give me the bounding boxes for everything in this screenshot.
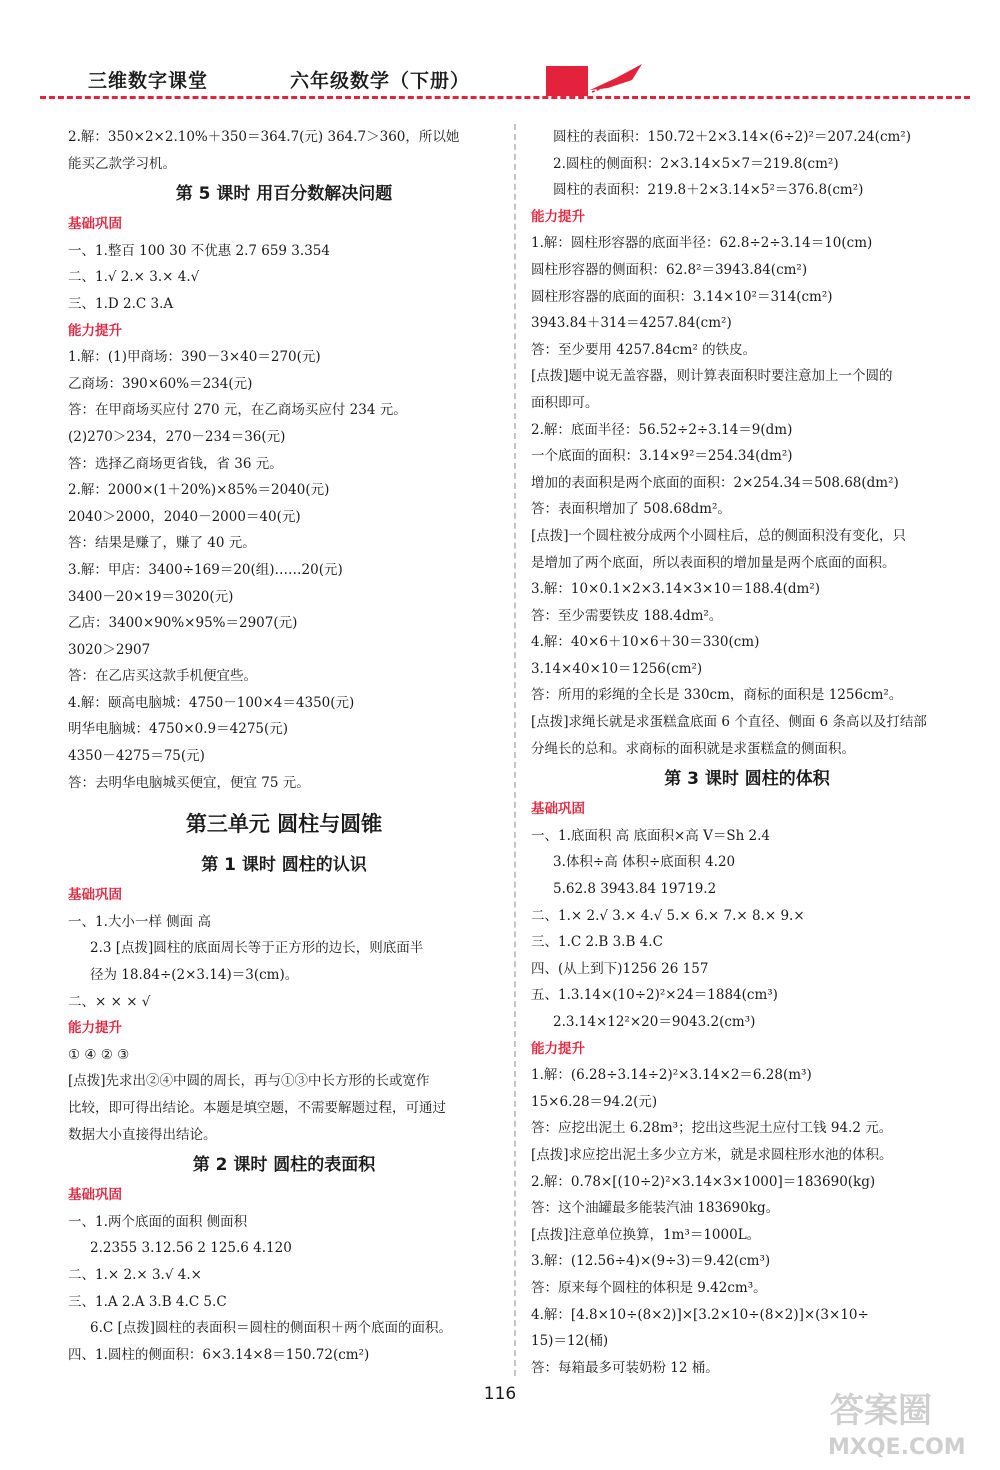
header-red-block xyxy=(546,66,588,96)
answer-line: 4350－4275＝75(元) xyxy=(68,748,205,765)
answer-line: 圆柱的表面积：150.72＋2×3.14×(6÷2)²＝207.24(cm²) xyxy=(553,129,911,145)
answer-line: [点拨]先求出②④中圆的周长，再与①③中长方形的长或宽作 xyxy=(68,1073,430,1090)
answer-line: 3.解：10×0.1×2×3.14×3×10＝188.4(dm²) xyxy=(531,581,821,598)
answer-line: 圆柱形容器的底面的面积：3.14×10²＝314(cm²) xyxy=(531,288,833,305)
watermark-logo xyxy=(820,1382,985,1462)
answer-line: 2.圆柱的侧面积：2×3.14×5×7＝219.8(cm²) xyxy=(553,155,839,172)
answer-line: [点拨]注意单位换算，1m³＝1000L。 xyxy=(531,1226,761,1243)
answer-line: 四、1.圆柱的侧面积：6×3.14×8＝150.72(cm²) xyxy=(68,1346,370,1363)
left-column xyxy=(68,124,500,1368)
section-tag: 能力提升 xyxy=(531,1040,585,1057)
answer-line: 15)＝12(桶) xyxy=(531,1333,609,1350)
answer-line: 径为 18.84÷(2×3.14)＝3(cm)。 xyxy=(90,967,299,984)
answer-line: 答：在乙店买这款手机便宜些。 xyxy=(68,668,257,685)
watermark-top-text: 答案圈 xyxy=(830,1391,932,1431)
answer-line: 一、1.整百 100 30 不优惠 2.7 659 3.354 xyxy=(68,242,330,259)
header-dashed-rule xyxy=(40,96,970,99)
answer-line: 是增加了两个底面，所以表面积的增加量是两个底面的面积。 xyxy=(531,554,896,571)
answer-line: 面积即可。 xyxy=(531,394,599,411)
answer-line: 2.解：0.78×[(10÷2)²×3.14×3×1000]＝183690(kg) xyxy=(531,1173,876,1190)
answer-line: 二、1.√ 2.× 3.× 4.√ xyxy=(68,269,200,286)
answer-line: 3.解：甲店：3400÷169＝20(组)……20(元) xyxy=(68,561,343,578)
answer-line: 答：每箱最多可装奶粉 12 桶。 xyxy=(531,1359,719,1376)
section-tag: 能力提升 xyxy=(68,322,122,339)
answer-line: 1.解：(6.28÷3.14÷2)²×3.14×2＝6.28(m³) xyxy=(531,1067,812,1084)
answer-line: [点拨]题中说无盖容器，则计算表面积时要注意加上一个圆的 xyxy=(531,368,893,385)
answer-line: 答：所用的彩绳的全长是 330cm，商标的面积是 1256cm²。 xyxy=(531,687,903,704)
section-tag: 基础巩固 xyxy=(68,887,122,904)
answer-line: 答：至少需要铁皮 188.4dm²。 xyxy=(531,607,723,624)
answer-line: 6.C [点拨]圆柱的表面积＝圆柱的侧面积＋两个底面的面积。 xyxy=(90,1320,453,1337)
answer-line: 答：去明华电脑城买便宜，便宜 75 元。 xyxy=(68,774,310,791)
rocket-icon xyxy=(588,62,648,94)
answer-line: 答：应挖出泥土 6.28m³；挖出这些泥土应付工钱 94.2 元。 xyxy=(531,1120,893,1137)
lesson-heading: 第 2 课时 圆柱的表面积 xyxy=(192,1155,376,1176)
answer-line: 圆柱形容器的侧面积：62.8²＝3943.84(cm²) xyxy=(531,261,808,278)
answer-line: 15×6.28＝94.2(元) xyxy=(531,1093,658,1110)
answer-line: 2.解：350×2×2.10%＋350＝364.7(元) 364.7＞360，所以她 xyxy=(68,129,460,145)
answer-line: 2.解：2000×(1＋20%)×85%＝2040(元) xyxy=(68,482,330,499)
answer-line: 5.62.8 3943.84 19719.2 xyxy=(553,881,717,898)
book-series-title: 三维数字课堂 xyxy=(88,70,209,92)
answer-line: 分绳长的总和。求商标的面积就是求蛋糕盒的侧面积。 xyxy=(531,740,855,757)
answer-line: 3.体积÷高 体积÷底面积 4.20 xyxy=(553,854,736,871)
answer-line: 2.解：底面半径：56.52÷2÷3.14＝9(dm) xyxy=(531,421,793,438)
page-number: 116 xyxy=(483,1384,517,1404)
answer-line: 三、1.A 2.A 3.B 4.C 5.C xyxy=(68,1293,227,1310)
answer-line: 乙店：3400×90%×95%＝2907(元) xyxy=(68,615,298,632)
answer-line: (2)270＞234，270－234＝36(元) xyxy=(68,428,286,445)
answer-line: 3.解：(12.56÷4)×(9÷3)＝9.42(cm³) xyxy=(531,1253,771,1270)
answer-line: 一、1.底面积 高 底面积×高 V＝Sh 2.4 xyxy=(531,827,771,844)
answer-line: 答：至少要用 4257.84cm² 的铁皮。 xyxy=(531,341,757,358)
unit-heading: 第三单元 圆柱与圆锥 xyxy=(185,812,383,837)
column-divider xyxy=(514,124,516,1376)
section-tag: 基础巩固 xyxy=(531,801,585,818)
answer-line: 四、(从上到下)1256 26 157 xyxy=(531,960,709,977)
answer-line: 4.解：[4.8×10÷(8×2)]×[3.2×10÷(8×2)]×(3×10÷ xyxy=(531,1306,869,1323)
answer-line: 答：选择乙商场更省钱，省 36 元。 xyxy=(68,455,283,472)
answer-line: 比较，即可得出结论。本题是填空题，不需要解题过程，可通过 xyxy=(68,1100,446,1116)
answer-line: [点拨]求应挖出泥土多少立方米，就是求圆柱形水池的体积。 xyxy=(531,1146,893,1163)
answer-line: 明华电脑城：4750×0.9＝4275(元) xyxy=(68,721,289,738)
answer-line: 1.解：(1)甲商场：390－3×40＝270(元) xyxy=(68,349,321,366)
answer-line: 答：结果是赚了，赚了 40 元。 xyxy=(68,535,256,552)
answer-line: 三、1.D 2.C 3.A xyxy=(68,295,174,312)
book-grade-title: 六年级数学（下册） xyxy=(290,70,471,92)
answer-line: 3943.84＋314＝4257.84(cm²) xyxy=(531,315,732,332)
answer-line: 答：这个油罐最多能装汽油 183690kg。 xyxy=(531,1200,780,1217)
answer-line: 1.解：圆柱形容器的底面半径：62.8÷2÷3.14＝10(cm) xyxy=(531,235,873,252)
section-tag: 能力提升 xyxy=(68,1020,122,1037)
watermark-bottom-text: MXQE.COM xyxy=(828,1435,966,1460)
answer-line: 答：表面积增加了 508.68dm²。 xyxy=(531,501,731,518)
answer-line: 答：原来每个圆柱的体积是 9.42cm³。 xyxy=(531,1279,767,1296)
answer-line: [点拨]一个圆柱被分成两个小圆柱后，总的侧面积没有变化，只 xyxy=(531,527,907,544)
answer-line: ① ④ ② ③ xyxy=(68,1046,130,1063)
answer-line: 二、1.× 2.√ 3.× 4.√ 5.× 6.× 7.× 8.× 9.× xyxy=(531,907,805,924)
answer-line: 三、1.C 2.B 3.B 4.C xyxy=(531,934,663,951)
answer-line: 数据大小直接得出结论。 xyxy=(68,1126,217,1143)
answer-line: 3.14×40×10＝1256(cm²) xyxy=(531,660,703,677)
answer-line: 能买乙款学习机。 xyxy=(68,155,176,172)
answer-line: 2.2355 3.12.56 2 125.6 4.120 xyxy=(90,1240,292,1257)
page-header xyxy=(0,0,1000,110)
answer-line: 乙商场：390×60%＝234(元) xyxy=(68,375,253,392)
answer-line: 二、× × × √ xyxy=(68,993,151,1010)
answer-line: 增加的表面积是两个底面的面积：2×254.34＝508.68(dm²) xyxy=(531,474,899,491)
answer-line: 圆柱的表面积：219.8＋2×3.14×5²＝376.8(cm²) xyxy=(553,182,864,199)
lesson-heading: 第 3 课时 圆柱的体积 xyxy=(664,769,830,790)
answer-line: 一、1.大小一样 侧面 高 xyxy=(68,913,211,930)
answer-line: 3020＞2907 xyxy=(68,641,151,658)
answer-line: 答：在甲商场买应付 270 元，在乙商场买应付 234 元。 xyxy=(68,402,407,419)
answer-line: 一个底面的面积：3.14×9²＝254.34(dm²) xyxy=(531,448,793,465)
answer-line: 2040＞2000，2040－2000＝40(元) xyxy=(68,508,301,525)
answer-line: 二、1.× 2.× 3.√ 4.× xyxy=(68,1266,202,1283)
lesson-heading: 第 1 课时 圆柱的认识 xyxy=(201,855,367,876)
answer-line: 五、1.3.14×(10÷2)²×24＝1884(cm³) xyxy=(531,987,778,1004)
answer-line: 4.解：颐高电脑城：4750－100×4＝4350(元) xyxy=(68,694,355,711)
answer-line: 3400－20×19＝3020(元) xyxy=(68,588,234,605)
lesson-heading: 第 5 课时 用百分数解决问题 xyxy=(175,184,393,205)
answer-line: 2.3.14×12²×20＝9043.2(cm³) xyxy=(553,1014,756,1030)
section-tag: 能力提升 xyxy=(531,208,585,225)
answer-line: [点拨]求绳长就是求蛋糕盒底面 6 个直径、侧面 6 条高以及打结部 xyxy=(531,714,927,731)
right-column xyxy=(531,124,963,1381)
answer-line: 一、1.两个底面的面积 侧面积 xyxy=(68,1213,248,1230)
section-tag: 基础巩固 xyxy=(68,216,122,233)
answer-line: 4.解：40×6＋10×6＋30＝330(cm) xyxy=(531,634,760,651)
answer-line: 2.3 [点拨]圆柱的底面周长等于正方形的边长，则底面半 xyxy=(90,940,424,957)
section-tag: 基础巩固 xyxy=(68,1187,122,1204)
